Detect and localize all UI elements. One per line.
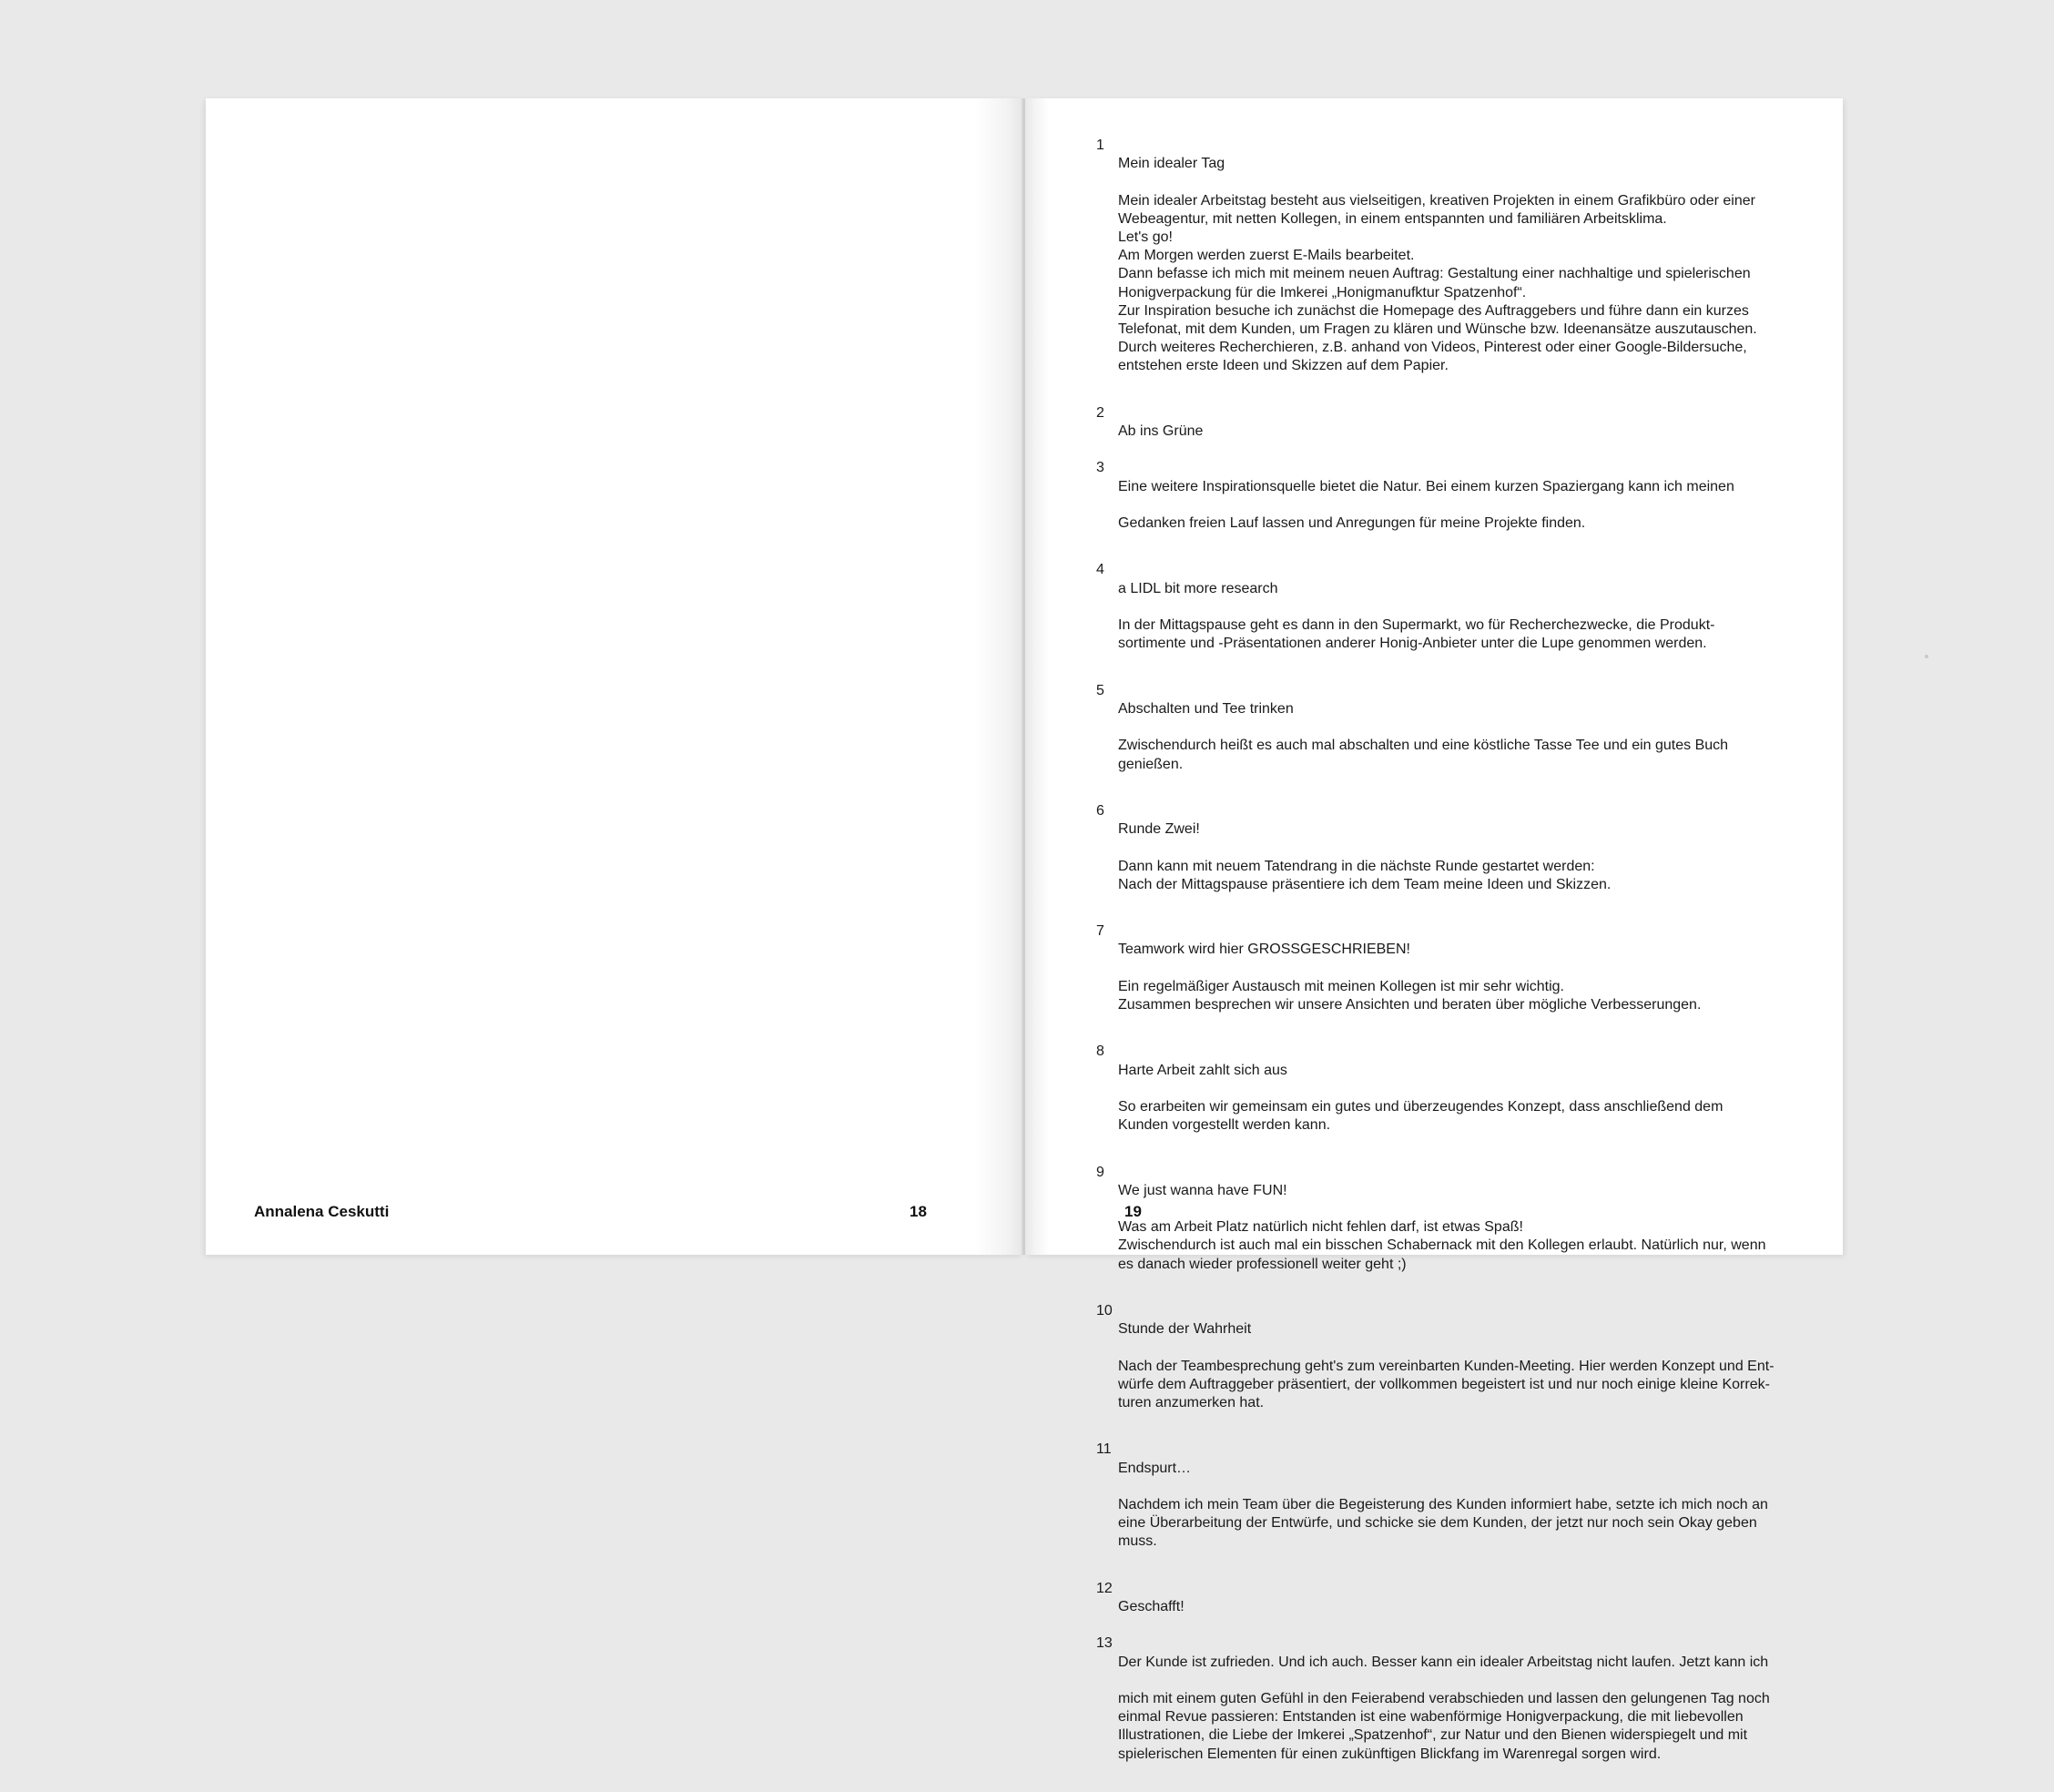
entry-number: 10 — [1096, 1302, 1113, 1319]
entry-title: Ab ins Grüne — [1118, 423, 1204, 440]
entry-title: Geschafft! — [1118, 1599, 1185, 1615]
entry-title: We just wanna have FUN! — [1118, 1182, 1287, 1198]
entry-text: In der Mittagspause geht es dann in den Supermarkt, wo für Recherchezwecke, die Produkt- sortimente und -Präsentationen anderer Honig-Anbieter unter die Lupe genommen werden. — [1118, 617, 1715, 652]
dust-speck — [1925, 655, 1928, 658]
entry-text: Was am Arbeit Platz natürlich nicht fehlen darf, ist etwas Spaß! Zwischendurch ist auch mal ein bisschen Schabernack mit den Kollegen erlaubt. Natürlich nur, wenn es danach wieder professionell weiter geht ;) — [1118, 1219, 1766, 1272]
entry-number: 8 — [1096, 1044, 1104, 1060]
entry-title: Eine weitere Inspirationsquelle bietet die Natur. Bei einem kurzen Spaziergang kann ich meinen — [1118, 478, 1734, 494]
entry-text: So erarbeiten wir gemeinsam ein gutes und überzeugendes Konzept, dass anschließend dem Kunden vorgestellt werden kann. — [1118, 1098, 1724, 1134]
entry-title: Harte Arbeit zahlt sich aus — [1118, 1062, 1287, 1078]
entry-title: Endspurt… — [1118, 1460, 1192, 1476]
left-page — [206, 98, 1023, 1255]
entry-text: Gedanken freien Lauf lassen und Anregungen für meine Projekte finden. — [1118, 515, 1586, 532]
list-item — [1096, 802, 1825, 912]
entry-number: 2 — [1096, 404, 1104, 421]
entry-number: 7 — [1096, 923, 1104, 940]
page-number-left: 18 — [910, 1203, 927, 1220]
entry-title: Abschalten und Tee trinken — [1118, 700, 1294, 717]
entry-number: 6 — [1096, 802, 1104, 819]
list-item — [1096, 137, 1825, 394]
entry-number: 13 — [1096, 1635, 1113, 1652]
entry-title: Stunde der Wahrheit — [1118, 1321, 1252, 1338]
list-item — [1096, 1164, 1825, 1292]
list-item — [1096, 922, 1825, 1033]
entry-title: Mein idealer Tag — [1118, 156, 1225, 172]
entry-text: Nachdem ich mein Team über die Begeisterung des Kunden informiert habe, setzte ich mich noch an eine Überarbeitung der Entwürfe, und schicke sie dem Kunden, der jetzt nur noch sein Okay geben muss. — [1118, 1497, 1768, 1550]
entry-text: mich mit einem guten Gefühl in den Feierabend verabschieden und lassen den gelungenen Tag noch einmal Revue passieren: Entstanden ist eine wabenförmige Honigverpackung, die mit liebevollen Illustrationen, die Liebe der Imkerei „Spatzenhof“, zur Natur und den Bienen widerspiegelt und mit spielerischen Elementen für einen zukünftigen Blickfang im Warenregal sorgen wird. — [1118, 1691, 1770, 1762]
entry-text: Dann kann mit neuem Tatendrang in die nächste Runde gestartet werden: Nach der Mittagspause präsentiere ich dem Team meine Ideen und Skizzen. — [1118, 858, 1612, 892]
entry-number: 9 — [1096, 1164, 1104, 1180]
list-item — [1096, 1043, 1825, 1153]
entry-number: 11 — [1096, 1441, 1112, 1458]
list-item — [1096, 682, 1825, 792]
list-item — [1096, 1580, 1825, 1635]
entry-text: Mein idealer Arbeitstag besteht aus vielseitigen, kreativen Projekten in einem Grafikbüro oder einer Webeagentur, mit netten Kollegen, in einem entspannten und familiären Arbeitsklima. Let's go! Am Morgen werden zuerst E-Mails bearbeitet. Dann befasse ich mich mit meinem neuen Auftrag: Gestaltung einer nachhaltige und spielerischen Honigverpackung für die Imkerei „Honigmanufktur Spatzenhof“. Zur Inspiration besuche ich zunächst die Homepage des Auftraggebers und führe dann ein kurzes Telefonat, mit dem Kunden, um Fragen zu klären und Wünsche bzw. Ideenansätze auszutauschen. Durch weiteres Recherchieren, z.B. anhand von Videos, Pinterest oder einer Google-Bildersuche, entstehen erste Ideen und Skizzen auf dem Papier. — [1118, 192, 1757, 374]
list-item — [1096, 1634, 1825, 1782]
list-item — [1096, 561, 1825, 671]
list-item — [1096, 1302, 1825, 1431]
entry-text: Zwischendurch heißt es auch mal abschalten und eine köstliche Tasse Tee und ein gutes Buch genießen. — [1118, 738, 1729, 772]
entry-number: 1 — [1096, 137, 1104, 153]
list-item — [1096, 459, 1825, 551]
entry-title: a LIDL bit more research — [1118, 580, 1278, 596]
list-item — [1096, 404, 1825, 460]
entry-title: Teamwork wird hier GROSSGESCHRIEBEN! — [1118, 942, 1410, 958]
entry-text: Nach der Teambesprechung geht's zum vereinbarten Kunden-Meeting. Hier werden Konzept und Ent- würfe dem Auftraggeber präsentiert, der vollkommen begeistert ist und nur noch einige kleine Korrek- turen anzumerken hat. — [1118, 1358, 1774, 1410]
entry-number: 4 — [1096, 562, 1104, 578]
list-item — [1096, 1441, 1825, 1569]
entry-title: Der Kunde ist zufrieden. Und ich auch. Besser kann ein idealer Arbeitstag nicht laufen. Jetzt kann ich — [1118, 1654, 1769, 1670]
entry-number: 5 — [1096, 682, 1104, 698]
right-page — [1025, 98, 1843, 1762]
page-number-right: 19 — [1124, 1203, 1142, 1220]
entry-text: Ein regelmäßiger Austausch mit meinen Kollegen ist mir sehr wichtig. Zusammen besprechen wir unsere Ansichten und beraten über mögliche Verbesserungen. — [1118, 978, 1702, 1013]
entry-number: 12 — [1096, 1580, 1113, 1596]
entry-number: 3 — [1096, 460, 1104, 476]
entry-list — [1096, 137, 1825, 1792]
author-name: Annalena Ceskutti — [254, 1203, 390, 1220]
entry-title: Runde Zwei! — [1118, 821, 1200, 838]
